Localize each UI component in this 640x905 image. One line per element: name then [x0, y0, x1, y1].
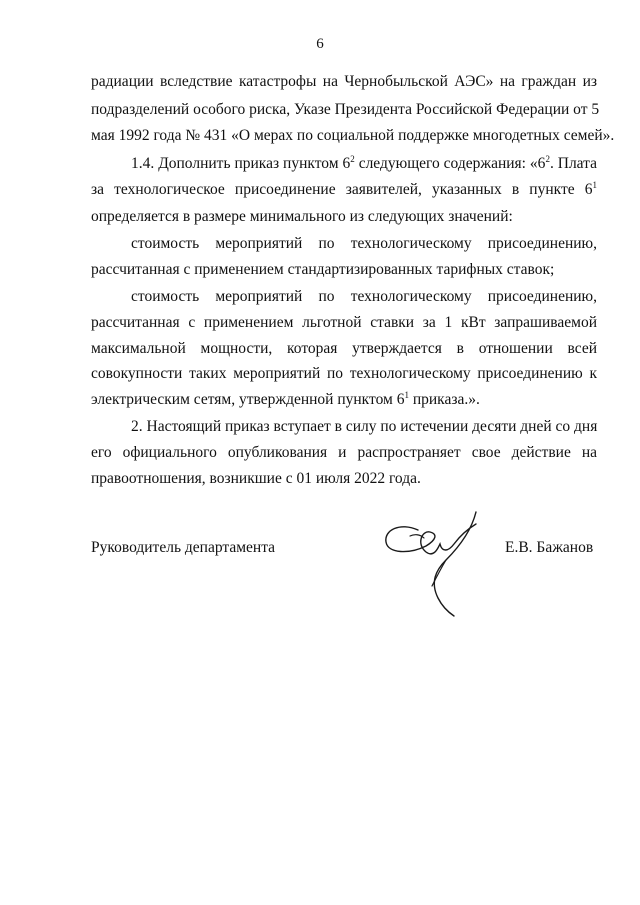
paragraph-line: подразделений особого риска, Указе Президента Российской Федерации от 5 [91, 101, 600, 118]
text-run: . Плата [549, 155, 598, 172]
paragraph-line: рассчитанная с применением стандартизированных тарифных ставок; [91, 261, 555, 278]
text-run: электрическим сетям, утвержденной пунктом 6 [91, 391, 405, 408]
paragraph-line: рассчитанная с применением льготной ставки за 1 кВт запрашиваемой [91, 314, 597, 331]
signatory-position: Руководитель департамента [91, 539, 276, 556]
paragraph-line: максимальной мощности, которая утверждается в отношении всей [91, 340, 597, 357]
text-run: следующего содержания: «6 [354, 155, 546, 172]
paragraph-line [91, 390, 597, 410]
text-run: приказа.». [408, 391, 480, 408]
superscript: 1 [404, 390, 409, 400]
paragraph-line [131, 154, 597, 174]
superscript: 1 [592, 180, 597, 190]
text-run: за технологическое присоединение заявителей, указанных в пункте 6 [91, 181, 593, 198]
paragraph-line: радиации вследствие катастрофы на Чернобыльской АЭС» на граждан из [91, 73, 597, 90]
page-number: 6 [316, 36, 324, 52]
paragraph-line: правоотношения, возникшие с 01 июля 2022 года. [91, 470, 421, 487]
paragraph-line [91, 180, 597, 200]
superscript: 2 [545, 154, 550, 164]
paragraph-line: стоимость мероприятий по технологическому присоединению, [131, 288, 597, 305]
handwritten-signature [380, 508, 490, 620]
paragraph-line: совокупности таких мероприятий по технологическому присоединению к [91, 365, 597, 382]
superscript: 2 [350, 154, 355, 164]
paragraph-line: определяется в размере минимального из следующих значений: [91, 208, 513, 225]
text-run: 1.4. Дополнить приказ пунктом 6 [131, 155, 351, 172]
paragraph-line: 2. Настоящий приказ вступает в силу по истечении десяти дней со дня [131, 418, 598, 435]
paragraph-line: его официального опубликования и распространяет свое действие на [91, 444, 597, 461]
paragraph-line: стоимость мероприятий по технологическому присоединению, [131, 235, 597, 252]
signatory-name: Е.В. Бажанов [505, 539, 594, 556]
paragraph-line: мая 1992 года № 431 «О мерах по социальной поддержке многодетных семей». [91, 127, 615, 144]
